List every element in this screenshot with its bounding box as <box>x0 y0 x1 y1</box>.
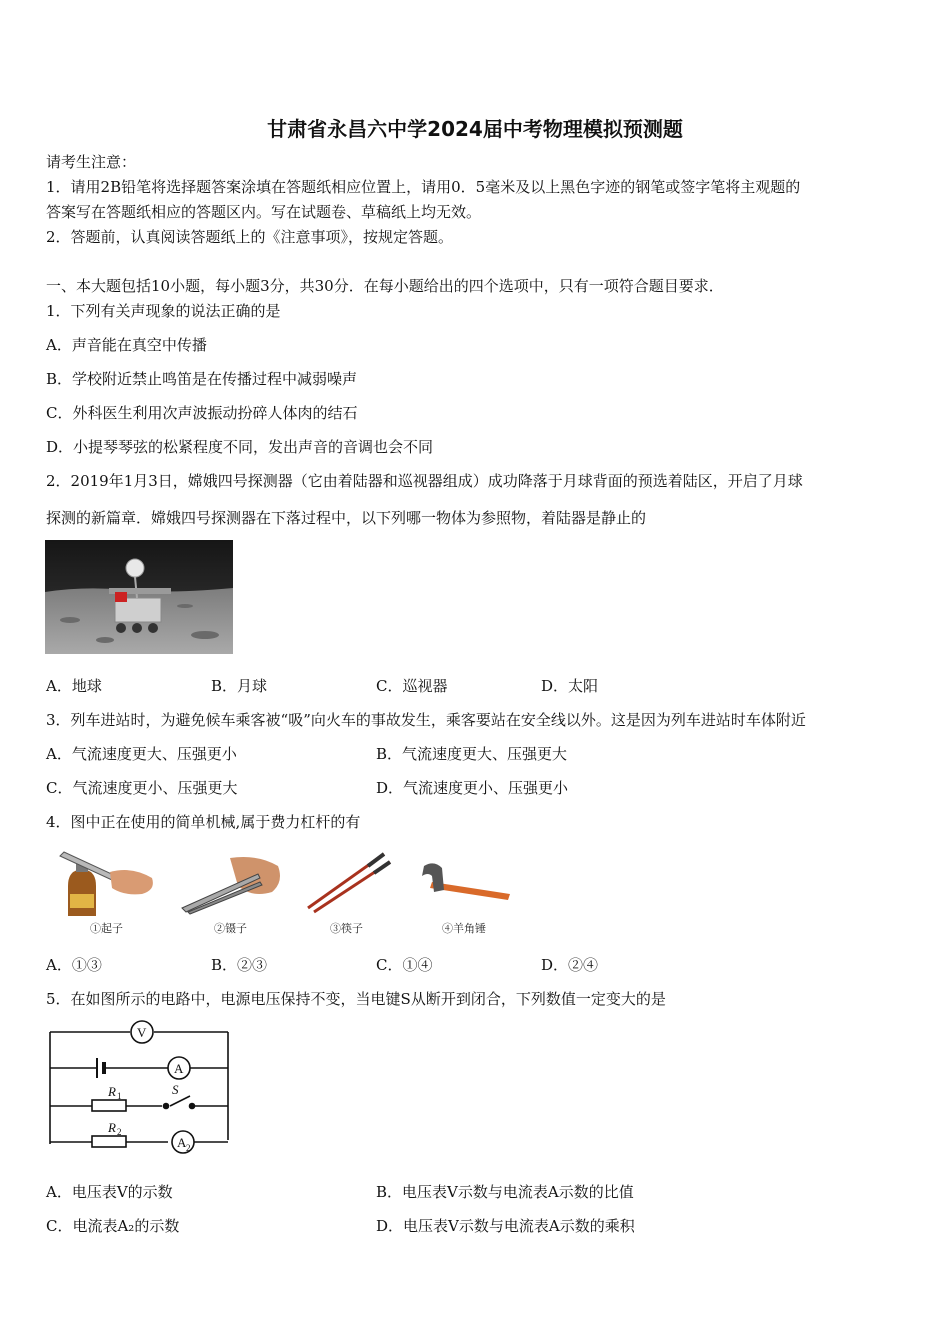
page-title: 甘肃省永昌六中学2024届中考物理模拟预测题 <box>267 117 683 141</box>
voltmeter-label: V <box>137 1025 147 1040</box>
q5-option-a[interactable]: A．电压表V的示数 <box>46 1183 173 1201</box>
notice-line-1a: 1．请用2B铅笔将选择题答案涂填在答题纸相应位置上，请用0．5毫米及以上黑色字迹的钢笔或签字笔将主观题的 <box>46 178 801 196</box>
ammeter-a2-label: A <box>177 1135 187 1150</box>
q4-stem: 4．图中正在使用的简单机械,属于费力杠杆的有 <box>46 813 361 831</box>
q4-option-b[interactable]: B．②③ <box>211 956 268 974</box>
section-heading: 一、本大题包括10小题，每小题3分，共30分．在每小题给出的四个选项中，只有一项符合题目要求． <box>46 277 724 295</box>
lunar-rover-photo <box>45 540 233 654</box>
q3-stem: 3．列车进站时，为避免候车乘客被“吸”向火车的事故发生，乘客要站在安全线以外。这是因为列车进站时车体附近 <box>46 711 806 729</box>
q5-option-b[interactable]: B．电压表V示数与电流表A示数的比值 <box>376 1183 634 1201</box>
q2-option-c[interactable]: C．巡视器 <box>376 677 448 695</box>
resistor-r2-sub: 2 <box>117 1127 122 1137</box>
q1-option-a[interactable]: A．声音能在真空中传播 <box>46 336 207 354</box>
q5-option-c[interactable]: C．电流表A₂的示数 <box>46 1217 180 1235</box>
caption-bottle-opener: ①起子 <box>90 922 123 935</box>
claw-hammer-image <box>410 852 516 914</box>
ammeter-a-label: A <box>174 1061 184 1076</box>
q1-option-d[interactable]: D．小提琴琴弦的松紧程度不同，发出声音的音调也会不同 <box>46 438 434 456</box>
q3-option-c[interactable]: C．气流速度更小、压强更大 <box>46 779 238 797</box>
q3-option-b[interactable]: B．气流速度更大、压强更大 <box>376 745 568 763</box>
notice-line-1b: 答案写在答题纸相应的答题区内。写在试题卷、草稿纸上均无效。 <box>46 203 482 221</box>
q2-option-a[interactable]: A．地球 <box>46 677 102 695</box>
caption-tweezers: ②镊子 <box>214 922 247 935</box>
resistor-r2-label: R <box>108 1120 116 1135</box>
switch-label: S <box>172 1082 179 1097</box>
resistor-r1-sub: 1 <box>117 1091 122 1101</box>
q2-option-b[interactable]: B．月球 <box>211 677 268 695</box>
q4-option-c[interactable]: C．①④ <box>376 956 433 974</box>
q3-option-d[interactable]: D．气流速度更小、压强更小 <box>376 779 569 797</box>
q4-option-a[interactable]: A．①③ <box>46 956 102 974</box>
caption-claw-hammer: ④羊角锤 <box>442 922 486 935</box>
caption-chopsticks: ③筷子 <box>330 922 363 935</box>
chopsticks-image <box>302 850 392 914</box>
tweezers-image <box>178 852 285 916</box>
circuit-diagram <box>44 1018 238 1154</box>
q4-option-d[interactable]: D．②④ <box>541 956 599 974</box>
q1-option-c[interactable]: C．外科医生利用次声波振动扮碎人体肉的结石 <box>46 404 358 422</box>
notice-line-2: 2．答题前，认真阅读答题纸上的《注意事项》，按规定答题。 <box>46 228 454 246</box>
notice-heading: 请考生注意： <box>46 153 137 171</box>
q5-stem: 5．在如图所示的电路中，电源电压保持不变，当电键S从断开到闭合，下列数值一定变大的是 <box>46 990 666 1008</box>
q3-option-a[interactable]: A．气流速度更大、压强更小 <box>46 745 237 763</box>
ammeter-a2-sub: 2 <box>186 1143 191 1153</box>
q1-stem: 1．下列有关声现象的说法正确的是 <box>46 302 281 320</box>
q2-stem-b: 探测的新篇章．嫦娥四号探测器在下落过程中，以下列哪一物体为参照物，着陆器是静止的 <box>46 509 647 527</box>
q2-stem-a: 2．2019年1月3日，嫦娥四号探测器（它由着陆器和巡视器组成）成功降落于月球背面的预选着陆区，开启了月球 <box>46 472 803 490</box>
bottle-opener-image <box>52 850 158 916</box>
q5-option-d[interactable]: D．电压表V示数与电流表A示数的乘积 <box>376 1217 635 1235</box>
q1-option-b[interactable]: B．学校附近禁止鸣笛是在传播过程中减弱噪声 <box>46 370 358 388</box>
q2-option-d[interactable]: D．太阳 <box>541 677 599 695</box>
resistor-r1-label: R <box>108 1084 116 1099</box>
